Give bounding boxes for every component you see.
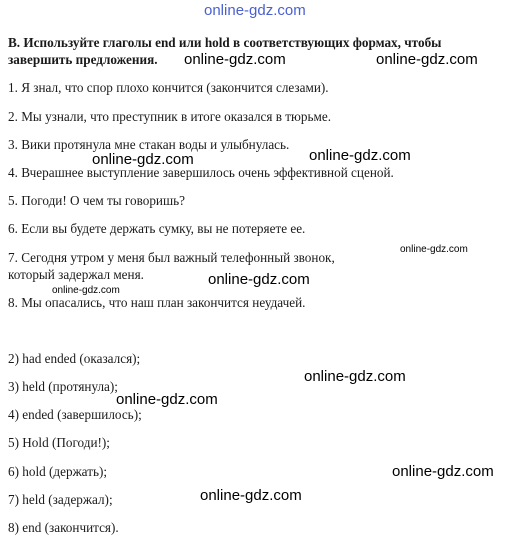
sentence-3: 3. Вики протянула мне стакан воды и улыбнулась. bbox=[8, 137, 290, 152]
watermark: online-gdz.com bbox=[52, 285, 120, 296]
answer-6: 6) hold (держать); bbox=[8, 464, 108, 479]
answer-2: 2) had ended (оказался); bbox=[8, 351, 141, 366]
watermark: online-gdz.com bbox=[304, 368, 406, 385]
answer-4: 4) ended (завершилось); bbox=[8, 407, 142, 422]
task-heading-line-1: В. Используйте глаголы end или hold в соответствующих формах, чтобы bbox=[8, 35, 442, 50]
answer-3: 3) held (протянула); bbox=[8, 379, 118, 394]
sentence-5: 5. Погоди! О чем ты говоришь? bbox=[8, 193, 185, 208]
watermark: online-gdz.com bbox=[392, 463, 494, 480]
watermark: online-gdz.com bbox=[116, 391, 218, 408]
task-heading-line-2: завершить предложения. bbox=[8, 52, 158, 67]
sentence-7-continuation: который задержал меня. bbox=[8, 267, 144, 282]
watermark: online-gdz.com bbox=[400, 244, 468, 255]
sentence-7: 7. Сегодня утром у меня был важный телефонный звонок, bbox=[8, 250, 335, 265]
watermark: online-gdz.com bbox=[92, 151, 194, 168]
sentence-4: 4. Вчерашнее выступление завершилось очень эффективной сценой. bbox=[8, 165, 394, 180]
watermark: online-gdz.com bbox=[208, 271, 310, 288]
sentence-1: 1. Я знал, что спор плохо кончится (закончится слезами). bbox=[8, 80, 329, 95]
watermark: online-gdz.com bbox=[200, 487, 302, 504]
watermark: online-gdz.com bbox=[184, 51, 286, 68]
watermark: online-gdz.com bbox=[376, 51, 478, 68]
answer-5: 5) Hold (Погоди!); bbox=[8, 435, 110, 450]
sentence-2: 2. Мы узнали, что преступник в итоге оказался в тюрьме. bbox=[8, 109, 332, 124]
sentence-8: 8. Мы опасались, что наш план закончится неудачей. bbox=[8, 295, 306, 310]
sentence-6: 6. Если вы будете держать сумку, вы не потеряете ее. bbox=[8, 221, 306, 236]
watermark-top: online-gdz.com bbox=[204, 2, 306, 19]
answer-8: 8) end (закончится). bbox=[8, 520, 119, 535]
watermark: online-gdz.com bbox=[309, 147, 411, 164]
answer-7: 7) held (задержал); bbox=[8, 492, 113, 507]
